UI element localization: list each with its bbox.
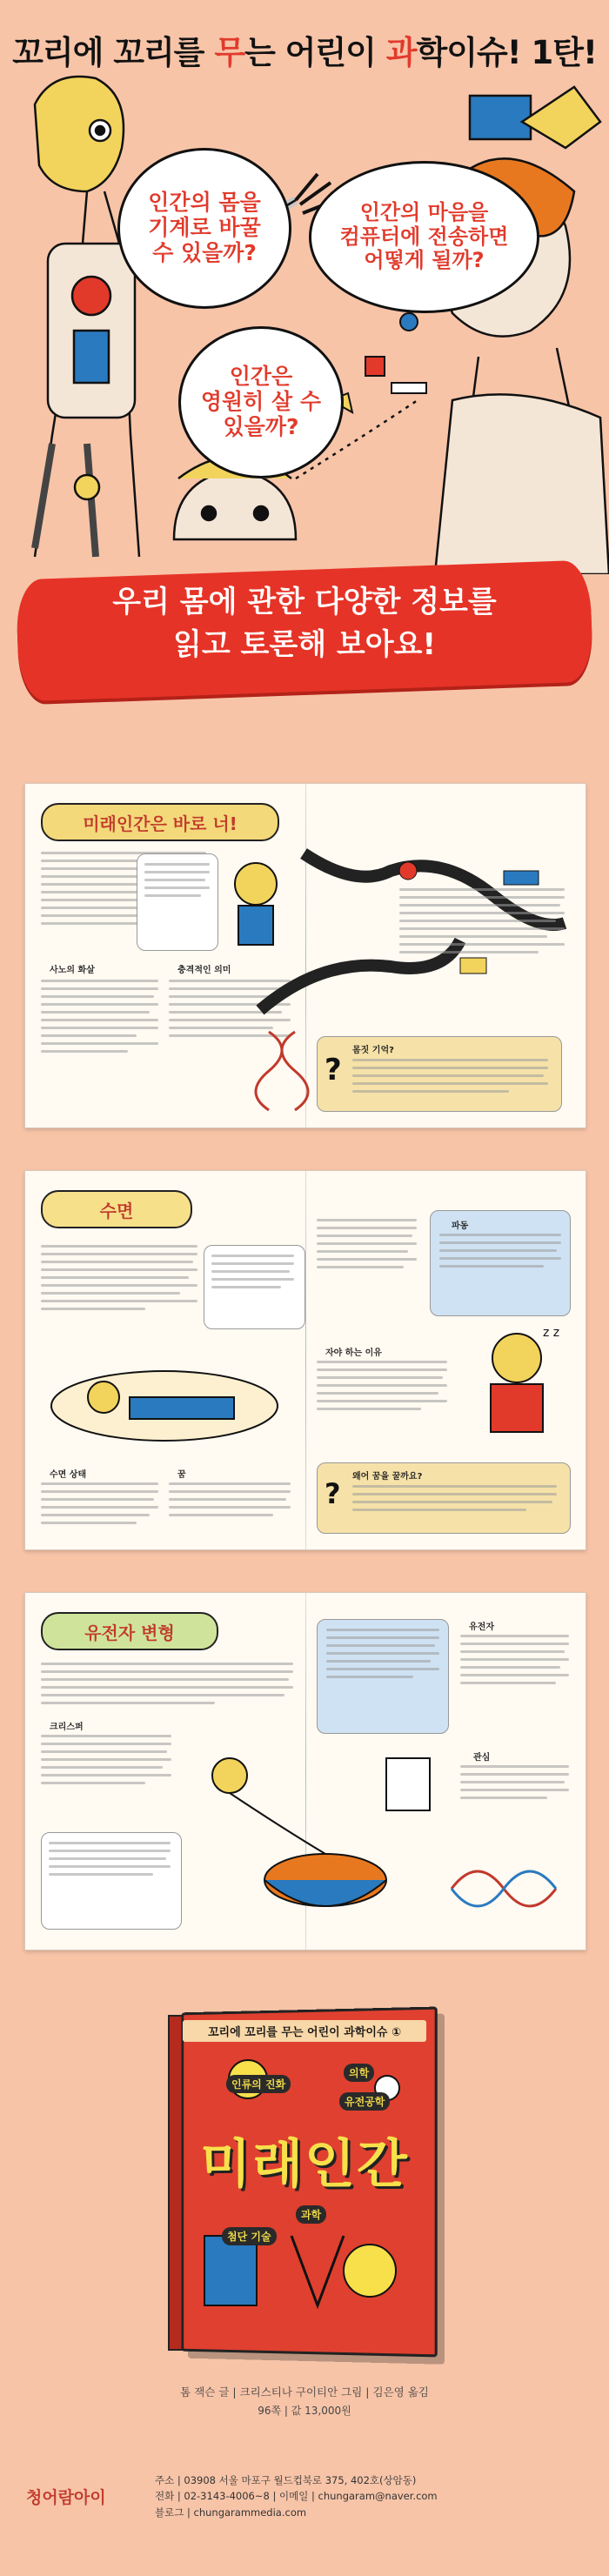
subhead: 유전자: [469, 1623, 494, 1632]
publisher-info: [155, 2472, 438, 2520]
publisher-logo: 청어람아이: [26, 2488, 106, 2507]
subhead: 왜어 꿈을 꿀까요?: [352, 1472, 423, 1482]
question-box: [317, 1462, 571, 1534]
book-tag: 첨단 기술: [222, 2227, 277, 2245]
sleep-illustration: [43, 1345, 295, 1449]
hero-illustration: [0, 70, 609, 574]
spread-title: 미래인간은 바로 너!: [41, 803, 279, 841]
info-box-wave: [430, 1210, 571, 1316]
subhead: 수면 상태: [50, 1470, 87, 1480]
bubble-text: 인간의 마음을 컴퓨터에 전송하면 어떻게 될까?: [339, 200, 509, 273]
book-price: 96쪽 | 값 13,000원: [258, 2405, 351, 2417]
question-box: [317, 1036, 562, 1112]
book-tag: 인류의 진화: [226, 2075, 291, 2093]
title-part: 는 어린이: [244, 34, 386, 71]
book-tag: 과학: [296, 2205, 326, 2224]
book-tag: 유전공학: [339, 2092, 390, 2111]
banner-text: 우리 몸에 관한 다양한 정보를 읽고 토론해 보아요!: [112, 585, 497, 663]
svg-text:z z: z z: [543, 1326, 560, 1340]
speech-bubble-body-to-machine: [117, 148, 291, 309]
book-spread-future-human: [24, 783, 586, 1128]
info-box: [317, 1619, 449, 1734]
title-highlight: 과: [385, 34, 417, 71]
spread-title: 유전자 변형: [41, 1612, 218, 1650]
quote-box: [41, 1832, 182, 1930]
spread-title: 수면: [41, 1190, 192, 1228]
question-mark-icon: ?: [325, 1053, 342, 1087]
subhead: 크리스퍼: [50, 1723, 84, 1732]
subhead: 관심: [473, 1753, 491, 1763]
speech-bubble-mind-upload: [309, 161, 539, 313]
subhead: 몸짓 기억?: [352, 1046, 394, 1055]
bubble-text: 인간의 몸을 기계로 바꿀 수 있을까?: [148, 190, 261, 265]
spread-gutter: [305, 1171, 306, 1549]
subhead: 파동: [452, 1221, 469, 1231]
lab-illustration: [177, 1723, 465, 1941]
book-spread-gene-editing: [24, 1592, 586, 1950]
sleeping-person-illustration: [456, 1319, 569, 1441]
quote-box: [204, 1245, 305, 1329]
publisher-address: 주소 | 03908 서울 마포구 월드컵북로 375, 402호(상암동): [155, 2474, 417, 2486]
hero-title: [0, 26, 609, 73]
subhead: 자야 하는 이유: [325, 1348, 382, 1358]
subhead: 꿈: [177, 1470, 186, 1480]
dna-strand-illustration: [443, 1845, 573, 1932]
book-spread-sleep: [24, 1170, 586, 1550]
publisher-contact: 전화 | 02-3143-4006~8 | 이메일 | chungaram@naver.com: [155, 2490, 438, 2503]
book-series-label: 꼬리에 꼬리를 무는 어린이 과학이슈 ①: [183, 2020, 426, 2042]
speech-bubble-live-forever: [178, 326, 344, 478]
dna-icon: [251, 1027, 312, 1114]
subhead: 사노의 화살: [50, 966, 95, 975]
subhead: 충격적인 의미: [177, 966, 231, 975]
title-highlight: 무: [214, 34, 245, 71]
book-tag: 의학: [344, 2064, 374, 2082]
publisher-blog-link[interactable]: 블로그 | chungarammedia.com: [155, 2506, 307, 2519]
book-title: 미래인간: [200, 2134, 409, 2195]
bubble-text: 인간은 영원히 살 수 있을까?: [200, 364, 322, 439]
question-mark-icon: ?: [325, 1477, 341, 1510]
quote-box: [137, 853, 218, 951]
title-part: 학이슈! 1탄!: [416, 34, 597, 71]
title-part: 꼬리에 꼬리를: [12, 34, 215, 71]
book-credits: 톰 잭슨 글 | 크리스티나 구이티안 그림 | 김은영 옮김: [180, 2385, 429, 2399]
